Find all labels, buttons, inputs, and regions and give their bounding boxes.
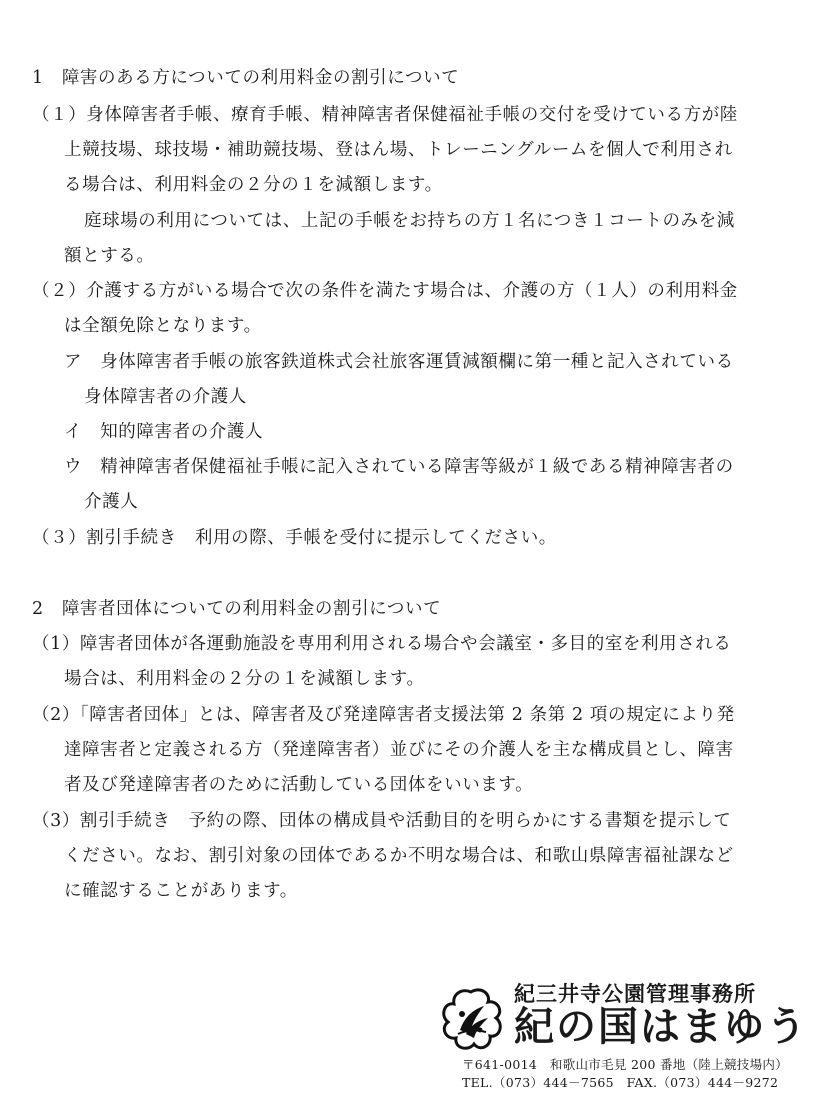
section-1-item-2-line-2: は全額免除となります。 xyxy=(64,316,262,336)
section-2-item-1-line-2: 場合は、利用料金の２分の１を減額します。 xyxy=(64,669,425,689)
section-2-item-2-line-3: 者及び発達障害者のために活動している団体をいいます。 xyxy=(64,775,534,795)
section-2-item-3-line-1: （3）割引手続き 予約の際、団体の構成員や活動目的を明らかにする書類を提示して xyxy=(32,811,732,831)
section-2-item-1-line-1: （1）障害者団体が各運動施設を専用利用される場合や会議室・多目的室を利用される xyxy=(32,634,732,654)
section-1-item-2-sub-a-line-1: ア 身体障害者手帳の旅客鉄道株式会社旅客運賃減額欄に第一種と記入されている xyxy=(64,352,734,372)
section-1-item-3-line-1: （３）割引手続き 利用の際、手帳を受付に提示してください。 xyxy=(32,528,557,548)
section-1-item-1-line-4: 庭球場の利用については、上記の手帳をお持ちの方１名につき１コートのみを減 xyxy=(84,211,735,231)
brand-name: 紀の国はまゆう xyxy=(514,1004,808,1050)
hamayu-flower-logo-icon xyxy=(436,984,506,1054)
section-1-item-1-line-3: る場合は、利用料金の２分の１を減額します。 xyxy=(64,175,443,195)
section-1-item-2-sub-c-line-2: 介護人 xyxy=(84,492,139,512)
section-1-item-1-line-5: 額とする。 xyxy=(64,246,155,266)
section-1-item-2-sub-a-line-2: 身体障害者の介護人 xyxy=(84,387,247,407)
section-2-item-2-line-2: 達障害者と定義される方（発達障害者）並びにその介護人を主な構成員とし、障害 xyxy=(64,740,734,760)
section-1-item-2-sub-b-line-1: イ 知的障害者の介護人 xyxy=(64,422,264,442)
section-1-item-2-sub-c-line-1: ウ 精神障害者保健福祉手帳に記入されている障害等級が１級である精神障害者の xyxy=(64,457,734,477)
address-text: 〒641-0014 和歌山市毛見 200 番地（陸上競技場内） xyxy=(462,1057,788,1072)
section-1-title: 1 障害のある方についての利用料金の割引について xyxy=(32,68,460,88)
section-2-item-3-line-3: に確認することがあります。 xyxy=(64,881,298,901)
section-1-item-2-line-1: （２）介護する方がいる場合で次の条件を満たす場合は、介護の方（１人）の利用料金 xyxy=(32,281,738,301)
section-1-item-1-line-2: 上競技場、球技場・補助競技場、登はん場、トレーニングルームを個人で利用され xyxy=(64,140,733,160)
section-2-item-3-line-2: ください。なお、割引対象の団体であるか不明な場合は、和歌山県障害福祉課など xyxy=(64,846,734,866)
section-1-item-1-line-1: （１）身体障害者手帳、療育手帳、精神障害者保健福祉手帳の交付を受けている方が陸 xyxy=(32,105,738,125)
section-2-title: 2 障害者団体についての利用料金の割引について xyxy=(32,599,442,619)
footer-contact-block xyxy=(436,972,826,1090)
contact-phone-fax: TEL.（073）444－7565 FAX.（073）444－9272 xyxy=(462,1075,779,1090)
section-2-item-2-line-1: （2）「障害者団体」とは、障害者及び発達障害者支援法第 2 条第 2 項の規定により発 xyxy=(32,705,735,725)
org-name: 紀三井寺公園管理事務所 xyxy=(514,982,756,1006)
